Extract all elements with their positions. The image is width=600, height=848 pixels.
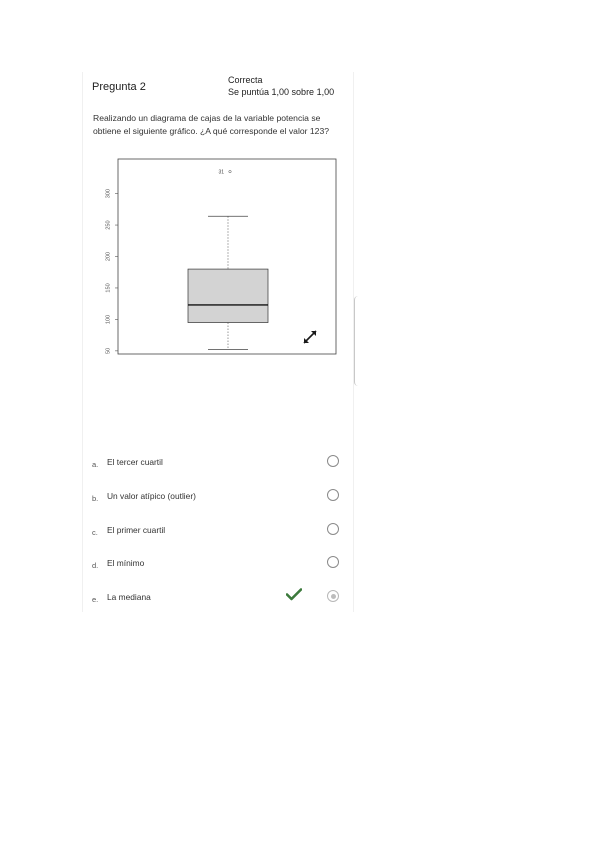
question-number: Pregunta 2: [92, 81, 146, 93]
answer-radio[interactable]: [327, 523, 339, 535]
answer-letter: e.: [92, 595, 99, 604]
y-tick-label: 250: [105, 220, 112, 230]
outlier-label: 31: [218, 169, 224, 176]
answer-radio[interactable]: [327, 590, 339, 602]
answer-text: Un valor atípico (outlier): [107, 491, 196, 501]
y-tick-label: 200: [105, 251, 112, 262]
plot-frame: [118, 159, 336, 354]
answer-radio[interactable]: [327, 556, 339, 568]
answer-letter: b.: [92, 494, 99, 503]
answer-letter: d.: [92, 561, 99, 570]
answer-option-b[interactable]: [88, 490, 348, 510]
box-group: [188, 170, 268, 350]
grade-label: Se puntúa 1,00 sobre 1,00: [228, 87, 335, 97]
expand-arrows-icon[interactable]: [304, 331, 316, 343]
correct-check-icon: [286, 587, 302, 601]
y-axis: [105, 189, 118, 354]
question-status: [228, 74, 334, 98]
answer-radio[interactable]: [327, 489, 339, 501]
answer-radio[interactable]: [327, 455, 339, 467]
y-tick-label: 300: [105, 188, 112, 199]
answer-letter: a.: [92, 460, 99, 469]
boxplot-chart: [98, 155, 343, 360]
y-tick-label: 50: [105, 347, 112, 354]
answer-option-c[interactable]: [88, 524, 348, 544]
answer-option-e[interactable]: [88, 591, 348, 611]
status-label: Correcta: [228, 75, 263, 85]
answer-text: El primer cuartil: [107, 525, 166, 535]
answer-letter: c.: [92, 528, 98, 537]
answer-text: El mínimo: [107, 558, 145, 568]
iqr-box: [188, 269, 268, 322]
answer-text: La mediana: [107, 592, 151, 602]
question-text: Realizando un diagrama de cajas de la variable potencia se obtiene el siguiente gráfico. ¿A qué corresponde el valor 123?: [93, 113, 330, 136]
answer-text: El tercer cuartil: [107, 457, 163, 467]
outlier-point: [229, 170, 231, 172]
answer-option-d[interactable]: [88, 557, 348, 577]
scroll-indicator: [354, 296, 359, 386]
y-tick-label: 100: [105, 314, 112, 325]
answer-option-a[interactable]: [88, 456, 348, 476]
y-tick-label: 150: [105, 283, 112, 293]
